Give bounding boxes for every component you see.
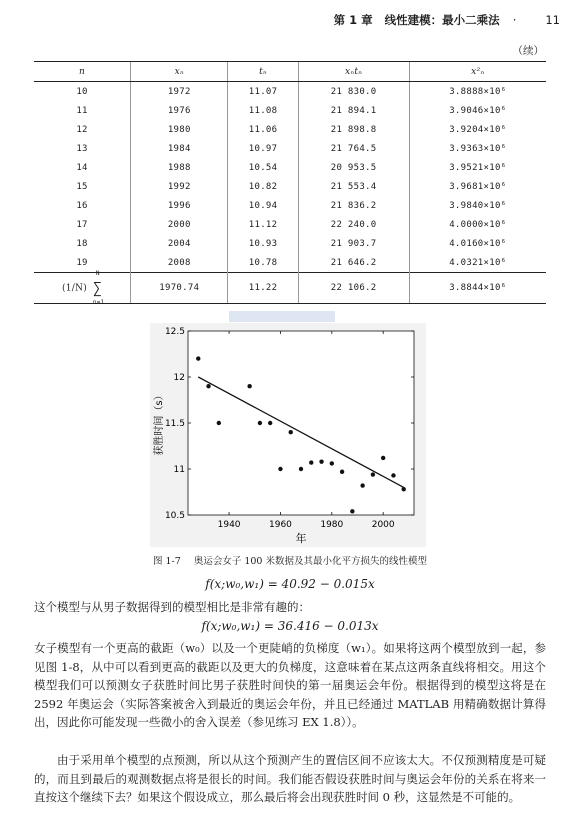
data-point — [258, 421, 262, 425]
data-point — [350, 509, 354, 513]
table-cell: 1972 — [131, 82, 228, 102]
x-tick-label: 2000 — [371, 520, 395, 530]
table-cell: 21 836.2 — [298, 196, 409, 215]
x-axis-label: 年 — [295, 532, 307, 545]
figure-caption — [0, 553, 580, 567]
table-cell: 10 — [76, 86, 88, 97]
table-cell: 21 553.4 — [298, 177, 409, 196]
table-cell: 13 — [76, 143, 88, 154]
equation-1: f(x;w₀,w₁) = 40.92 − 0.015x — [205, 577, 375, 591]
data-point — [340, 470, 344, 474]
column-header: xₙtₙ — [298, 62, 409, 82]
table-cell: 10.94 — [228, 196, 298, 215]
data-point — [268, 421, 272, 425]
mean-cell: 22 106.2 — [298, 273, 409, 304]
table-cell: 3.9840×10⁶ — [409, 196, 546, 215]
table-cell: 3.9521×10⁶ — [409, 158, 546, 177]
table-cell: 19 — [76, 257, 88, 268]
table-cell: 16 — [76, 200, 88, 211]
table-cell: 10.93 — [228, 234, 298, 253]
table-cell: 3.9363×10⁶ — [409, 139, 546, 158]
table-header-row — [34, 62, 546, 82]
table-continued-label: （续） — [512, 45, 544, 57]
y-tick-label: 12 — [173, 373, 185, 383]
table-cell: 10.97 — [228, 139, 298, 158]
scatter-chart — [150, 323, 426, 547]
data-point — [309, 460, 313, 464]
table-cell: 11 — [76, 105, 88, 116]
y-tick-label: 10.5 — [164, 511, 185, 521]
plot-area — [188, 331, 414, 515]
table-cell: 1980 — [131, 120, 228, 139]
figure-number: 图 1-7 — [152, 556, 181, 567]
header-dot: · — [512, 13, 517, 27]
table-mean-row — [34, 273, 546, 304]
sum-lower-limit: n=1 — [92, 299, 105, 306]
table-cell: 4.0321×10⁶ — [409, 253, 546, 273]
data-point — [247, 384, 251, 388]
table-row — [34, 82, 546, 102]
table-row — [34, 101, 546, 120]
mean-cell: 11.22 — [228, 273, 298, 304]
table-cell: 11.12 — [228, 215, 298, 234]
mean-label: (1/N) — [61, 283, 88, 294]
table-row — [34, 234, 546, 253]
y-tick-label: 11 — [173, 465, 185, 475]
table-cell: 1984 — [131, 139, 228, 158]
chapter-title: 线性建模：最小二乘法 — [384, 13, 500, 27]
table-row — [34, 120, 546, 139]
table-cell: 18 — [76, 238, 88, 249]
table-cell: 21 646.2 — [298, 253, 409, 273]
mean-cell: 1970.74 — [131, 273, 228, 304]
table-cell: 14 — [76, 162, 88, 173]
table-cell: 21 898.8 — [298, 120, 409, 139]
y-tick-label: 11.5 — [164, 419, 185, 429]
table-row — [34, 215, 546, 234]
table-cell: 4.0160×10⁶ — [409, 234, 546, 253]
table-cell: 4.0000×10⁶ — [409, 215, 546, 234]
column-header: xₙ — [131, 62, 228, 82]
y-axis-label: 获胜时间（s） — [154, 390, 165, 456]
x-tick-label: 1960 — [269, 520, 292, 530]
table-cell: 11.07 — [228, 82, 298, 102]
equation-2: f(x;w₀,w₁) = 36.416 − 0.013x — [201, 619, 379, 633]
mean-cell: 3.8844×10⁶ — [409, 273, 546, 304]
data-point — [289, 430, 293, 434]
table-cell: 21 830.0 — [298, 82, 409, 102]
data-point — [196, 356, 200, 360]
table-body — [34, 82, 546, 273]
data-point — [299, 467, 303, 471]
table-cell: 3.9204×10⁶ — [409, 120, 546, 139]
table-cell: 21 894.1 — [298, 101, 409, 120]
x-tick-label: 1940 — [217, 520, 241, 530]
table-cell: 1992 — [131, 177, 228, 196]
chapter-number: 第 1 章 — [333, 13, 373, 27]
table-cell: 11.06 — [228, 120, 298, 139]
data-point — [330, 461, 334, 465]
paragraph-2: 由于采用单个模型的点预测，所以从这个预测产生的置信区间不应该太大。不仅预测精度是可疑的，而且到最后的观测数据点将是很长的时间。我们能否假设获胜时间与奥运会年份的关系在将来一直按这个继续下去？如果这个假设成立，那么最后将会出现获胜时间 0 秒，这显然是不可能的。 — [34, 753, 546, 805]
data-point — [402, 487, 406, 491]
data-point — [217, 421, 221, 425]
data-point — [319, 459, 323, 463]
column-header: x²ₙ — [409, 62, 546, 82]
summation-symbol: ∑ N n=1 — [92, 270, 105, 306]
column-header: n — [34, 62, 131, 82]
table-cell: 3.9681×10⁶ — [409, 177, 546, 196]
y-tick-label: 12.5 — [164, 327, 185, 337]
table-cell: 20 953.5 — [298, 158, 409, 177]
data-point — [206, 384, 210, 388]
table-row — [34, 139, 546, 158]
table-cell: 10.78 — [228, 253, 298, 273]
data-table — [34, 61, 546, 304]
table-cell: 10.54 — [228, 158, 298, 177]
table-row — [34, 177, 546, 196]
data-point — [278, 467, 282, 471]
data-point — [391, 473, 395, 477]
data-point — [381, 456, 385, 460]
table-cell: 22 240.0 — [298, 215, 409, 234]
table-cell: 3.8888×10⁶ — [409, 82, 546, 102]
x-tick-label: 1980 — [320, 520, 344, 530]
table-cell: 1996 — [131, 196, 228, 215]
figure-panel — [150, 323, 426, 547]
table-cell: 17 — [76, 219, 88, 230]
table-cell: 10.82 — [228, 177, 298, 196]
table-row — [34, 253, 546, 273]
table-cell: 2008 — [131, 253, 228, 273]
sum-upper-limit: N — [95, 270, 100, 277]
figure-caption-text: 奥运会女子 100 米数据及其最小化平方损失的线性模型 — [193, 556, 428, 567]
table-cell: 2004 — [131, 234, 228, 253]
table-row — [34, 158, 546, 177]
table-cell: 3.9046×10⁶ — [409, 101, 546, 120]
paragraph-1: 女子模型有一个更高的截距（w₀）以及一个更陡峭的负梯度（w₁）。如果将这两个模型放到一起，参见图 1-8，从中可以看到更高的截距以及更大的负梯度，这意味着在某点这两条直线将相交。用这个模型我们可以预测女子获胜时间比男子获胜时间快的第一届奥运会年份。根据得到的模型这将是在 2592 年奥运会（实际答案被舍入到最近的奥运会年份，并且已经通过 MATLAB 用精确数据计算得出，因此你可能发现一些微小的舍入误差（参见练习 EX 1.8））。 — [34, 641, 546, 730]
paragraph-intro: 这个模型与从男子数据得到的模型相比是非常有趣的： — [34, 600, 310, 614]
table-cell: 15 — [76, 181, 88, 192]
table-cell: 1976 — [131, 101, 228, 120]
data-point — [360, 483, 364, 487]
column-header: tₙ — [228, 62, 298, 82]
mean-label-cell — [34, 270, 131, 306]
table-cell: 12 — [76, 124, 88, 135]
page-number: 11 — [545, 13, 560, 27]
table-cell: 1988 — [131, 158, 228, 177]
data-point — [371, 472, 375, 476]
figure-tab — [229, 311, 335, 322]
table-cell: 2000 — [131, 215, 228, 234]
running-head — [334, 12, 560, 28]
table-cell: 21 764.5 — [298, 139, 409, 158]
table-row — [34, 196, 546, 215]
table-cell: 11.08 — [228, 101, 298, 120]
table-cell: 21 903.7 — [298, 234, 409, 253]
